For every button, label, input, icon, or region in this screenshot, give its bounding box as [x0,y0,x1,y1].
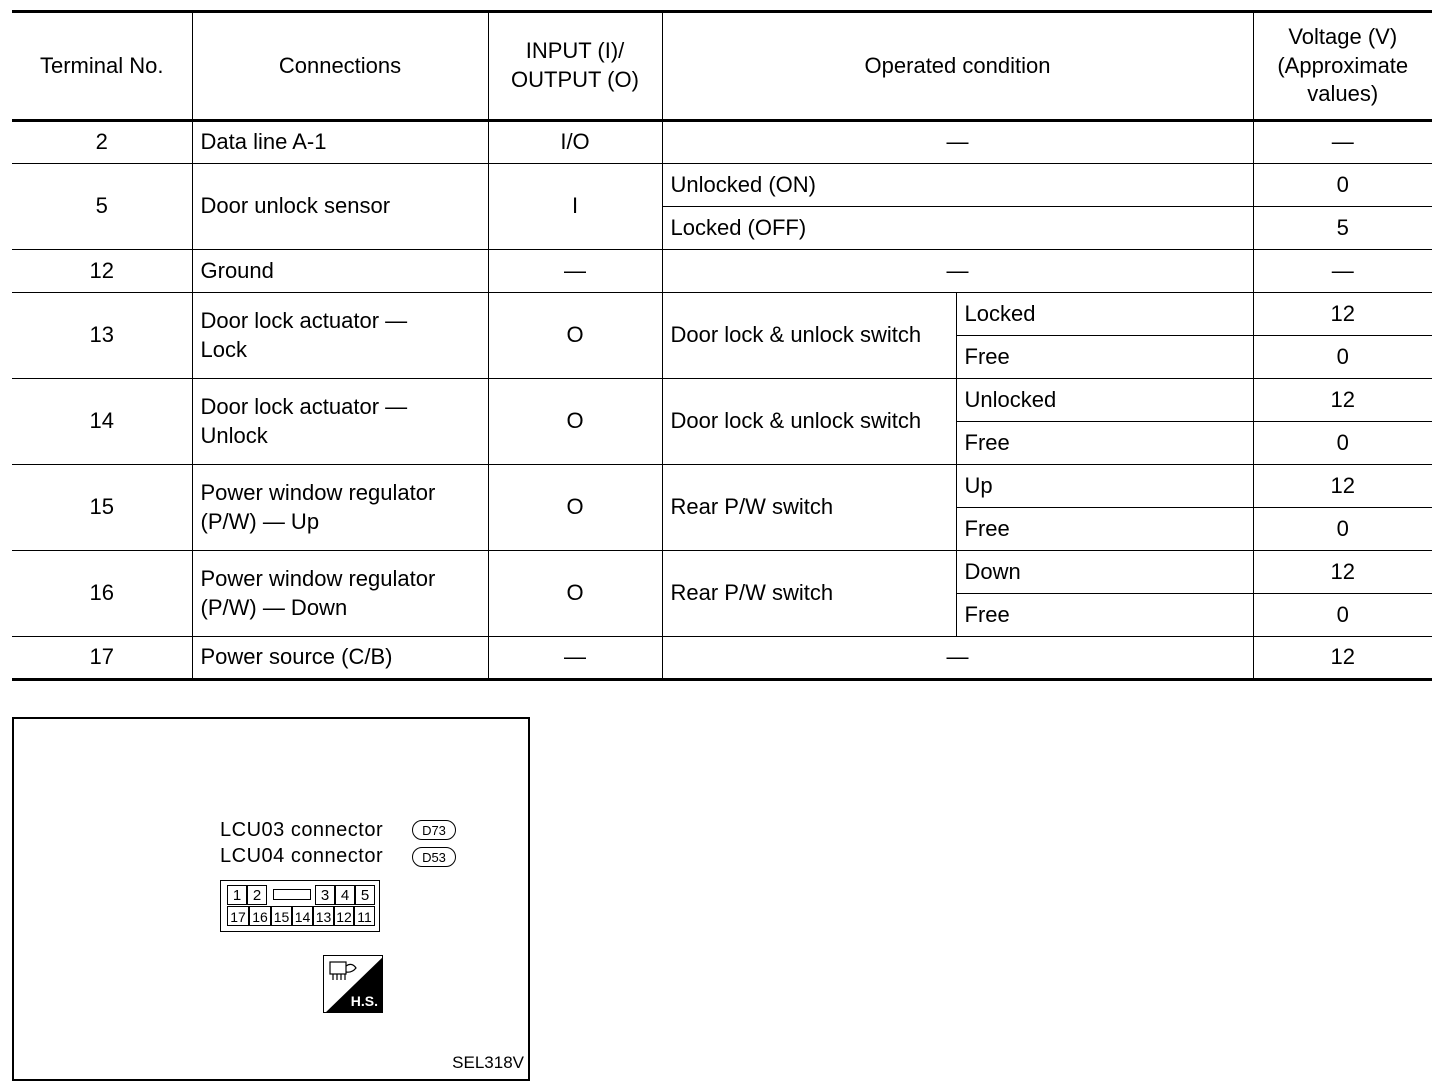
table-row [12,293,1432,336]
voltage-cell: 12 [1253,551,1432,594]
voltage-cell: 12 [1253,465,1432,508]
terminal-cell: 2 [12,121,192,164]
connection-cell: Door lock actuator — Unlock [192,379,488,465]
table-row [12,250,1432,293]
connector-pin: 12 [334,906,354,926]
connector-pin: 14 [292,906,313,926]
connection-cell: Door lock actuator — Lock [192,293,488,379]
condition-cell: Locked (OFF) [662,207,1253,250]
voltage-cell: 0 [1253,594,1432,637]
connection-cell: Door unlock sensor [192,164,488,250]
table-row [12,379,1432,422]
connector-pin: 5 [355,885,375,905]
connector-label-lcu04: LCU04 connector [220,845,384,867]
connector-pin-diagram [220,880,380,932]
connector-pin: 4 [335,885,355,905]
condition-cell: Rear P/W switch [662,551,956,637]
header-terminal: Terminal No. [12,12,192,121]
table-row [12,551,1432,594]
sub-condition-cell: Free [956,422,1253,465]
connector-pin: 2 [247,885,267,905]
voltage-cell: 12 [1253,379,1432,422]
header-operated-condition: Operated condition [662,12,1253,121]
terminal-cell: 13 [12,293,192,379]
sub-condition-cell: Free [956,508,1253,551]
connector-figure [12,717,530,1081]
table-row [12,164,1432,207]
sub-condition-cell: Unlocked [956,379,1253,422]
io-cell: — [488,637,662,680]
io-cell: O [488,551,662,637]
connector-pin: 15 [271,906,292,926]
table-row [12,121,1432,164]
connection-cell: Power window regulator (P/W) — Up [192,465,488,551]
table-row [12,465,1432,508]
header-io: INPUT (I)/ OUTPUT (O) [488,12,662,121]
voltage-cell: 12 [1253,293,1432,336]
sub-condition-cell: Down [956,551,1253,594]
voltage-cell: 0 [1253,164,1432,207]
header-voltage: Voltage (V) (Approximate values) [1253,12,1432,121]
terminal-cell: 17 [12,637,192,680]
connector-code-badge: D73 [412,820,456,840]
condition-cell: Door lock & unlock switch [662,379,956,465]
io-cell: I [488,164,662,250]
harness-side-label: H.S. [350,993,378,1009]
io-cell: O [488,465,662,551]
connector-pin: 16 [249,906,271,926]
terminal-cell: 15 [12,465,192,551]
sub-condition-cell: Up [956,465,1253,508]
condition-cell: — [662,250,1253,293]
condition-cell: — [662,121,1253,164]
connection-cell: Power window regulator (P/W) — Down [192,551,488,637]
voltage-cell: 0 [1253,336,1432,379]
voltage-cell: — [1253,250,1432,293]
terminal-cell: 5 [12,164,192,250]
io-cell: O [488,293,662,379]
io-cell: I/O [488,121,662,164]
voltage-cell: 12 [1253,637,1432,680]
voltage-cell: — [1253,121,1432,164]
io-cell: O [488,379,662,465]
connection-cell: Ground [192,250,488,293]
condition-cell: — [662,637,1253,680]
connector-pin: 13 [313,906,334,926]
terminal-cell: 14 [12,379,192,465]
connection-cell: Power source (C/B) [192,637,488,680]
voltage-cell: 0 [1253,508,1432,551]
table-row [12,637,1432,680]
terminal-cell: 12 [12,250,192,293]
connector-label-lcu03: LCU03 connector [220,819,384,841]
connector-pin: 11 [354,906,375,926]
condition-cell: Rear P/W switch [662,465,956,551]
sub-condition-cell: Free [956,594,1253,637]
header-row [12,12,1432,121]
connector-lock-tab [273,889,311,900]
terminal-spec-table [12,10,1432,681]
connector-code-badge: D53 [412,847,456,867]
harness-side-symbol [323,955,383,1013]
sub-condition-cell: Locked [956,293,1253,336]
sub-condition-cell: Free [956,336,1253,379]
connector-pin: 17 [227,906,249,926]
condition-cell: Door lock & unlock switch [662,293,956,379]
voltage-cell: 0 [1253,422,1432,465]
connector-pin: 3 [315,885,335,905]
connection-cell: Data line A-1 [192,121,488,164]
voltage-cell: 5 [1253,207,1432,250]
figure-code: SEL318V [452,1053,524,1072]
header-connections: Connections [192,12,488,121]
connector-pin: 1 [227,885,247,905]
condition-cell: Unlocked (ON) [662,164,1253,207]
io-cell: — [488,250,662,293]
terminal-cell: 16 [12,551,192,637]
